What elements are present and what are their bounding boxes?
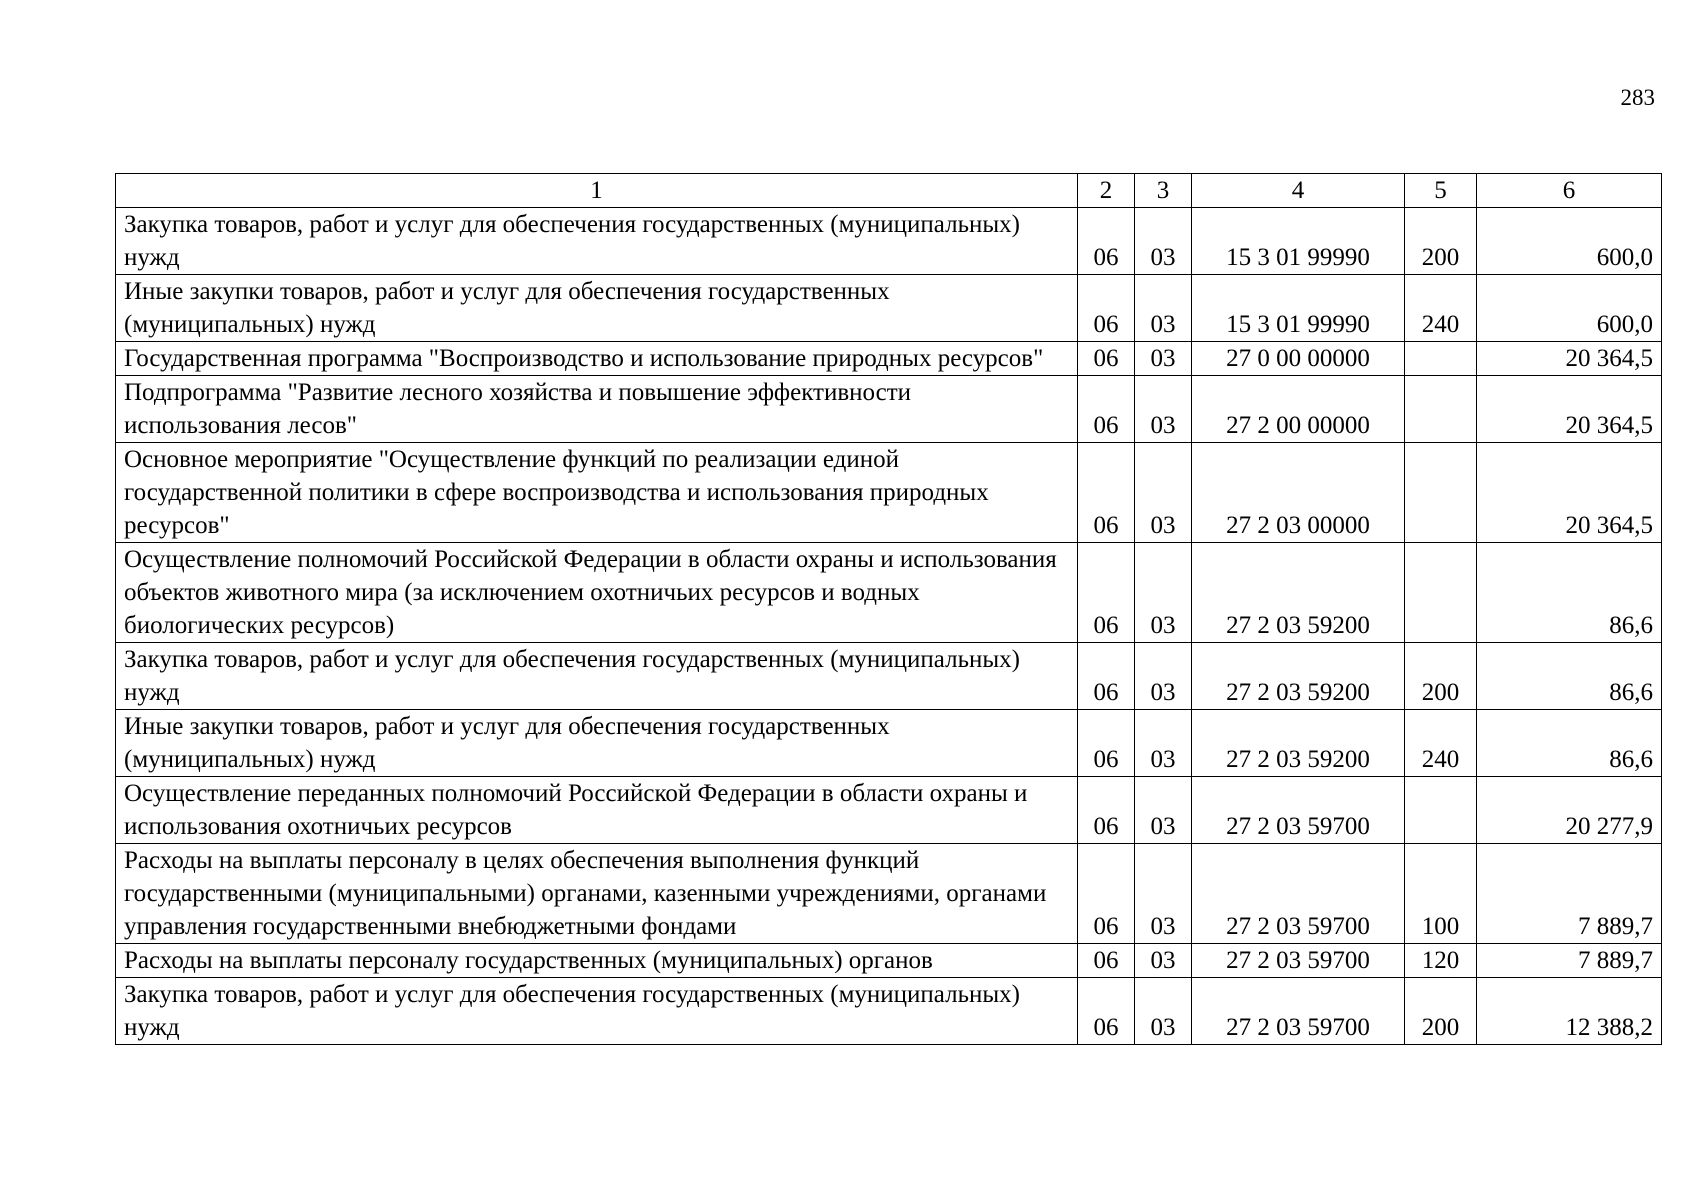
row-amount: 86,6 bbox=[1477, 543, 1662, 643]
table-row bbox=[116, 342, 1662, 376]
table-row bbox=[116, 710, 1662, 777]
budget-table bbox=[115, 173, 1662, 1045]
table-row bbox=[116, 944, 1662, 978]
row-name: Осуществление переданных полномочий Российской Федерации в области охраны и использования охотничьих ресурсов bbox=[116, 777, 1078, 844]
row-subsection: 03 bbox=[1135, 543, 1192, 643]
row-subsection: 03 bbox=[1135, 944, 1192, 978]
row-name: Иные закупки товаров, работ и услуг для обеспечения государственных (муниципальных) нужд bbox=[116, 710, 1078, 777]
column-header-2: 2 bbox=[1078, 174, 1135, 208]
row-target-code: 15 3 01 99990 bbox=[1192, 208, 1405, 275]
row-amount: 12 388,2 bbox=[1477, 978, 1662, 1045]
row-amount: 600,0 bbox=[1477, 275, 1662, 342]
row-name: Осуществление полномочий Российской Федерации в области охраны и использования объектов животного мира (за исключением охотничьих ресурсов и водных биологических ресурсов) bbox=[116, 543, 1078, 643]
row-section: 06 bbox=[1078, 844, 1135, 944]
page-number: 283 bbox=[1620, 85, 1655, 110]
row-subsection: 03 bbox=[1135, 710, 1192, 777]
row-section: 06 bbox=[1078, 342, 1135, 376]
row-subsection: 03 bbox=[1135, 342, 1192, 376]
row-name: Расходы на выплаты персоналу в целях обеспечения выполнения функций государственными (муниципальными) органами, казенными учреждениями, органами управления государственными внебюджетными фондами bbox=[116, 844, 1078, 944]
row-subsection: 03 bbox=[1135, 777, 1192, 844]
row-name: Закупка товаров, работ и услуг для обеспечения государственных (муниципальных) нужд bbox=[116, 643, 1078, 710]
table-row bbox=[116, 978, 1662, 1045]
table-row bbox=[116, 208, 1662, 275]
row-target-code: 27 2 03 59200 bbox=[1192, 710, 1405, 777]
column-header-4: 4 bbox=[1192, 174, 1405, 208]
row-expense-type bbox=[1405, 342, 1477, 376]
row-section: 06 bbox=[1078, 978, 1135, 1045]
table-row bbox=[116, 844, 1662, 944]
row-subsection: 03 bbox=[1135, 376, 1192, 443]
row-expense-type bbox=[1405, 543, 1477, 643]
column-header-1: 1 bbox=[116, 174, 1078, 208]
row-target-code: 15 3 01 99990 bbox=[1192, 275, 1405, 342]
row-expense-type: 200 bbox=[1405, 978, 1477, 1045]
row-name: Закупка товаров, работ и услуг для обеспечения государственных (муниципальных) нужд bbox=[116, 208, 1078, 275]
column-header-5: 5 bbox=[1405, 174, 1477, 208]
column-header-6: 6 bbox=[1477, 174, 1662, 208]
row-amount: 7 889,7 bbox=[1477, 844, 1662, 944]
row-expense-type: 200 bbox=[1405, 208, 1477, 275]
table-row bbox=[116, 777, 1662, 844]
row-amount: 20 277,9 bbox=[1477, 777, 1662, 844]
row-target-code: 27 2 00 00000 bbox=[1192, 376, 1405, 443]
row-amount: 20 364,5 bbox=[1477, 342, 1662, 376]
row-expense-type: 240 bbox=[1405, 275, 1477, 342]
row-name: Государственная программа "Воспроизводство и использование природных ресурсов" bbox=[116, 342, 1078, 376]
row-expense-type: 200 bbox=[1405, 643, 1477, 710]
row-target-code: 27 2 03 59700 bbox=[1192, 944, 1405, 978]
table-row bbox=[116, 543, 1662, 643]
row-expense-type bbox=[1405, 777, 1477, 844]
row-section: 06 bbox=[1078, 944, 1135, 978]
row-target-code: 27 2 03 00000 bbox=[1192, 443, 1405, 543]
row-subsection: 03 bbox=[1135, 208, 1192, 275]
column-header-3: 3 bbox=[1135, 174, 1192, 208]
row-expense-type bbox=[1405, 376, 1477, 443]
row-name: Иные закупки товаров, работ и услуг для обеспечения государственных (муниципальных) нужд bbox=[116, 275, 1078, 342]
row-amount: 86,6 bbox=[1477, 643, 1662, 710]
row-name: Подпрограмма "Развитие лесного хозяйства и повышение эффективности использования лесов" bbox=[116, 376, 1078, 443]
row-subsection: 03 bbox=[1135, 643, 1192, 710]
row-section: 06 bbox=[1078, 643, 1135, 710]
row-amount: 7 889,7 bbox=[1477, 944, 1662, 978]
row-section: 06 bbox=[1078, 710, 1135, 777]
row-expense-type: 120 bbox=[1405, 944, 1477, 978]
row-target-code: 27 0 00 00000 bbox=[1192, 342, 1405, 376]
row-subsection: 03 bbox=[1135, 978, 1192, 1045]
row-section: 06 bbox=[1078, 275, 1135, 342]
row-amount: 20 364,5 bbox=[1477, 443, 1662, 543]
row-subsection: 03 bbox=[1135, 275, 1192, 342]
row-section: 06 bbox=[1078, 376, 1135, 443]
row-target-code: 27 2 03 59700 bbox=[1192, 978, 1405, 1045]
row-expense-type: 100 bbox=[1405, 844, 1477, 944]
row-target-code: 27 2 03 59700 bbox=[1192, 777, 1405, 844]
table-row bbox=[116, 376, 1662, 443]
row-expense-type: 240 bbox=[1405, 710, 1477, 777]
row-expense-type bbox=[1405, 443, 1477, 543]
row-section: 06 bbox=[1078, 443, 1135, 543]
row-subsection: 03 bbox=[1135, 443, 1192, 543]
table-row bbox=[116, 275, 1662, 342]
row-target-code: 27 2 03 59200 bbox=[1192, 543, 1405, 643]
row-amount: 86,6 bbox=[1477, 710, 1662, 777]
table-row bbox=[116, 643, 1662, 710]
row-subsection: 03 bbox=[1135, 844, 1192, 944]
row-name: Расходы на выплаты персоналу государственных (муниципальных) органов bbox=[116, 944, 1078, 978]
row-name: Основное мероприятие "Осуществление функций по реализации единой государственной политики в сфере воспроизводства и использования природных ресурсов" bbox=[116, 443, 1078, 543]
table-row bbox=[116, 443, 1662, 543]
header-row bbox=[116, 174, 1662, 208]
row-section: 06 bbox=[1078, 543, 1135, 643]
row-amount: 600,0 bbox=[1477, 208, 1662, 275]
row-target-code: 27 2 03 59200 bbox=[1192, 643, 1405, 710]
row-amount: 20 364,5 bbox=[1477, 376, 1662, 443]
row-target-code: 27 2 03 59700 bbox=[1192, 844, 1405, 944]
row-section: 06 bbox=[1078, 208, 1135, 275]
row-section: 06 bbox=[1078, 777, 1135, 844]
row-name: Закупка товаров, работ и услуг для обеспечения государственных (муниципальных) нужд bbox=[116, 978, 1078, 1045]
